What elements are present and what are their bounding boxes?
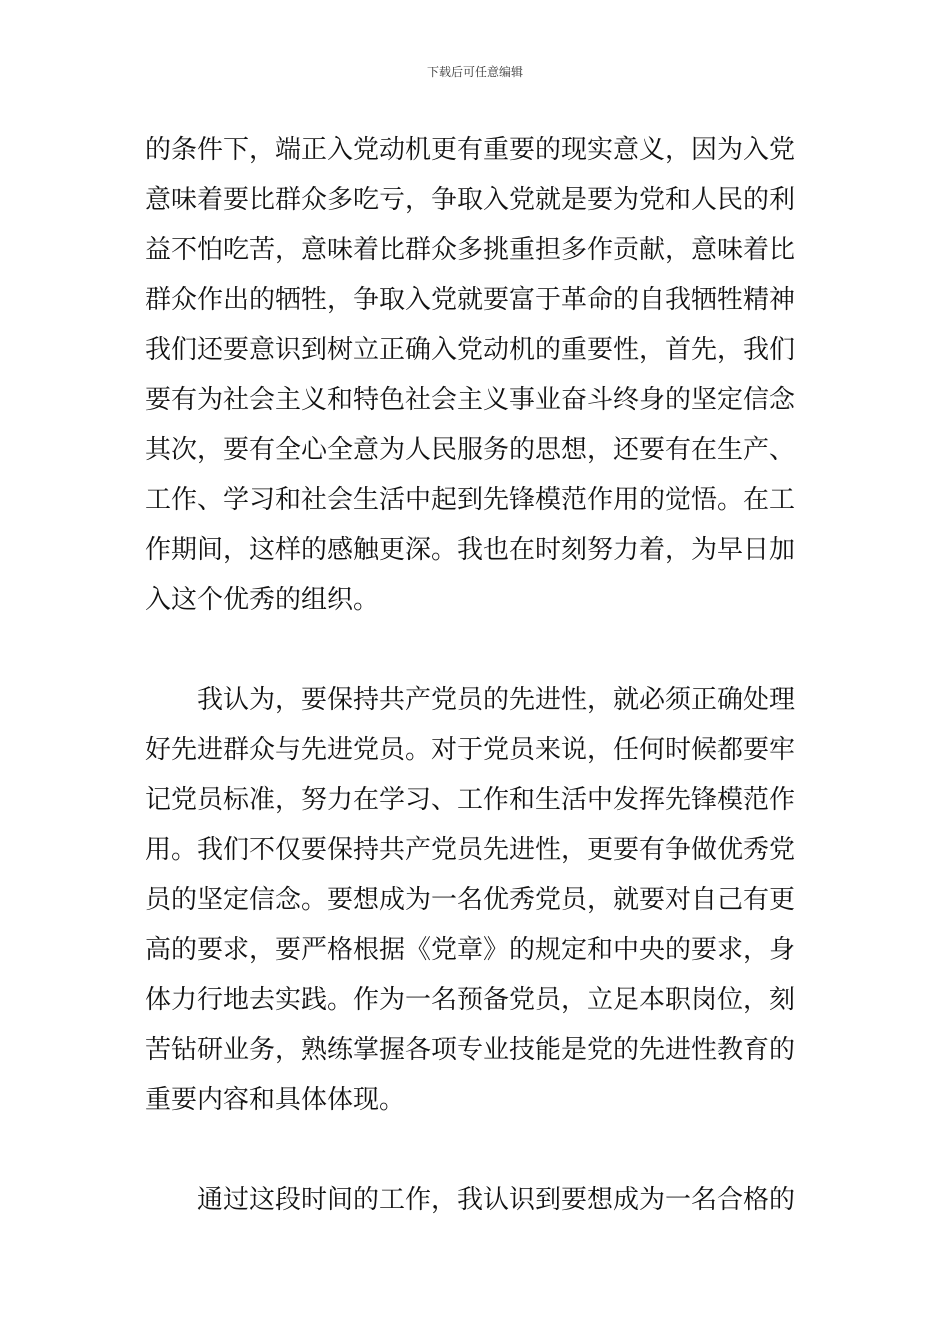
text-line: 好先进群众与先进党员。对于党员来说，任何时候都要牢 <box>145 735 796 765</box>
text-line: 的条件下，端正入党动机更有重要的现实意义，因为入党 <box>145 135 796 165</box>
text-line: 用。我们不仅要保持共产党员先进性，更要有争做优秀党 <box>145 835 796 865</box>
text-line: 我认为，要保持共产党员的先进性，就必须正确处理 <box>145 685 796 715</box>
page-header: 下载后可任意编辑 <box>426 65 523 79</box>
text-line: 作期间，这样的感触更深。我也在时刻努力着，为早日加 <box>145 535 796 565</box>
paragraph-1 <box>145 125 815 625</box>
text-line: 群众作出的牺牲，争取入党就要富于革命的自我牺牲精神 <box>145 285 796 315</box>
text-line: 意味着要比群众多吃亏，争取入党就是要为党和人民的利 <box>145 185 796 215</box>
text-line: 入这个优秀的组织。 <box>145 585 380 615</box>
text-line: 记党员标准，努力在学习、工作和生活中发挥先锋模范作 <box>145 785 796 815</box>
text-line: 工作、学习和社会生活中起到先锋模范作用的觉悟。在工 <box>145 485 796 515</box>
text-line: 员的坚定信念。要想成为一名优秀党员，就要对自己有更 <box>145 885 796 915</box>
text-line: 我们还要意识到树立正确入党动机的重要性，首先，我们 <box>145 335 796 365</box>
paragraph-2 <box>145 675 815 1125</box>
document-body <box>145 125 815 1225</box>
text-line: 益不怕吃苦，意味着比群众多挑重担多作贡献，意味着比 <box>145 235 796 265</box>
text-line: 体力行地去实践。作为一名预备党员，立足本职岗位，刻 <box>145 985 796 1015</box>
text-line: 苦钻研业务，熟练掌握各项专业技能是党的先进性教育的 <box>145 1035 796 1065</box>
paragraph-3 <box>145 1175 815 1225</box>
text-line: 高的要求，要严格根据《党章》的规定和中央的要求，身 <box>145 935 796 965</box>
text-line: 通过这段时间的工作，我认识到要想成为一名合格的 <box>145 1185 796 1215</box>
text-line: 要有为社会主义和特色社会主义事业奋斗终身的坚定信念 <box>145 385 796 415</box>
paragraph-gap <box>145 625 815 675</box>
text-line: 其次，要有全心全意为人民服务的思想，还要有在生产、 <box>145 435 796 465</box>
paragraph-gap <box>145 1125 815 1175</box>
text-line: 重要内容和具体体现。 <box>145 1085 406 1115</box>
